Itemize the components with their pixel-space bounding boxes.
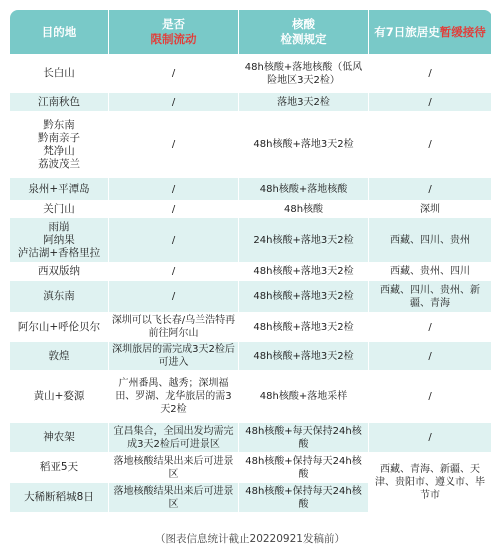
table-row [10,178,492,201]
destination-name: 阿尔山+呼伦贝尔 [17,320,101,333]
test-rule-cell: 48h核酸+落地3天2检 [239,263,369,281]
test-rule-cell: 48h核酸+落地3天2检 [239,112,369,178]
destination-name: 泸沽湖+香格里拉 [17,246,101,259]
destination-cell [10,218,109,263]
table-row [10,342,492,371]
history-cell: / [369,313,492,342]
history-cell: 西藏、四川、贵州 [369,218,492,263]
destination-cell [10,371,109,423]
test-rule-cell: 落地3天2检 [239,93,369,112]
table-row [10,218,492,263]
restrict-cell: 落地核酸结果出来后可进景区 [109,453,239,483]
destination-name: 荔波茂兰 [38,157,80,170]
history-cell: / [369,93,492,112]
destination-cell [10,93,109,112]
destination-name: 泉州+平潭岛 [28,182,90,195]
destination-name: 梵净山 [43,144,75,157]
destination-name: 黄山+婺源 [33,390,85,402]
table-row [10,263,492,281]
destination-name: 黔东南 [43,118,75,131]
test-rule-cell: 24h核酸+落地3天2检 [239,218,369,263]
destination-cell [10,483,109,513]
destination-name: 大稀断稻城8日 [24,491,94,503]
table-row [10,281,492,313]
destination-cell [10,178,109,201]
test-rule-cell: 48h核酸+落地3天2检 [239,313,369,342]
header-test-line2: 检测规定 [280,32,327,46]
test-rule-cell: 48h核酸+落地采样 [239,371,369,423]
test-rule-cell: 48h核酸 [239,201,369,218]
destination-cell [10,263,109,281]
destination-name: 黔南亲子 [38,131,80,144]
destination-name: 神农架 [43,431,75,443]
history-cell: 深圳 [369,201,492,218]
restrict-cell: 落地核酸结果出来后可进景区 [109,483,239,513]
destination-name: 江南秋色 [38,95,80,108]
restrict-cell: / [109,112,239,178]
table-body [10,55,492,513]
table-header-row [10,10,492,55]
header-history-part1: 有7日旅居史 [374,24,440,39]
history-cell: / [369,112,492,178]
destination-name: 稻亚5天 [39,461,79,473]
test-rule-cell: 48h核酸+落地核酸（低风险地区3天2检） [239,55,369,93]
restrict-cell: / [109,55,239,93]
history-cell: 西藏、四川、贵州、新疆、青海 [369,281,492,313]
table-row [10,453,492,483]
restrict-cell: / [109,93,239,112]
destination-name: 西双版纳 [38,265,80,277]
table-row [10,112,492,178]
destination-name: 滇东南 [43,290,75,302]
destination-name: 雨崩 [48,220,70,233]
history-cell: / [369,423,492,453]
destination-name: 敦煌 [48,349,70,362]
destination-cell [10,453,109,483]
test-rule-cell: 48h核酸+落地3天2检 [239,281,369,313]
history-cell: / [369,178,492,201]
test-rule-cell: 48h核酸+保持每天24h核酸 [239,483,369,513]
restrict-cell: / [109,178,239,201]
header-history [369,10,492,55]
destination-cell [10,281,109,313]
history-cell: 西藏、青海、新疆、天津、贵阳市、遵义市、毕节市 [369,453,492,513]
header-restrict [109,10,239,55]
header-restrict-line1: 是否 [162,17,185,31]
history-cell: / [369,342,492,371]
footnote: （图表信息统计截止20220921发稿前） [155,533,345,545]
destination-cell [10,112,109,178]
header-destination: 目的地 [10,10,109,55]
test-rule-cell: 48h核酸+落地3天2检 [239,342,369,371]
destination-cell [10,201,109,218]
destination-name: 阿纳果 [43,233,75,246]
travel-policy-table [9,9,492,513]
destination-cell [10,55,109,93]
destination-cell [10,423,109,453]
history-cell: / [369,55,492,93]
table-row [10,423,492,453]
destination-cell [10,313,109,342]
table-row [10,313,492,342]
destination-name: 关门山 [43,202,75,215]
destination-name: 长白山 [43,67,75,79]
test-rule-cell: 48h核酸+每天保持24h核酸 [239,423,369,453]
history-cell: 西藏、贵州、四川 [369,263,492,281]
restrict-cell: / [109,281,239,313]
test-rule-cell: 48h核酸+落地核酸 [239,178,369,201]
restrict-cell: 深圳可以飞长春/乌兰浩特再前往阿尔山 [109,313,239,342]
table-row [10,371,492,423]
test-rule-cell: 48h核酸+保持每天24h核酸 [239,453,369,483]
restrict-cell: / [109,201,239,218]
table-row [10,201,492,218]
restrict-cell: 宜昌集合，全国出发均需完成3天2检后可进景区 [109,423,239,453]
history-cell: / [369,371,492,423]
table-row [10,93,492,112]
restrict-cell: / [109,263,239,281]
restrict-cell: 深圳旅居的需完成3天2检后可进入 [109,342,239,371]
restrict-cell: 广州番禺、越秀；深圳福田、罗湖、龙华旅居的需3天2检 [109,371,239,423]
table-row [10,55,492,93]
header-test [239,10,369,55]
header-restrict-line2: 限制流动 [150,32,197,46]
destination-cell [10,342,109,371]
restrict-cell: / [109,218,239,263]
header-history-part2: 暂缓接待 [439,24,486,39]
header-test-line1: 核酸 [292,17,315,31]
